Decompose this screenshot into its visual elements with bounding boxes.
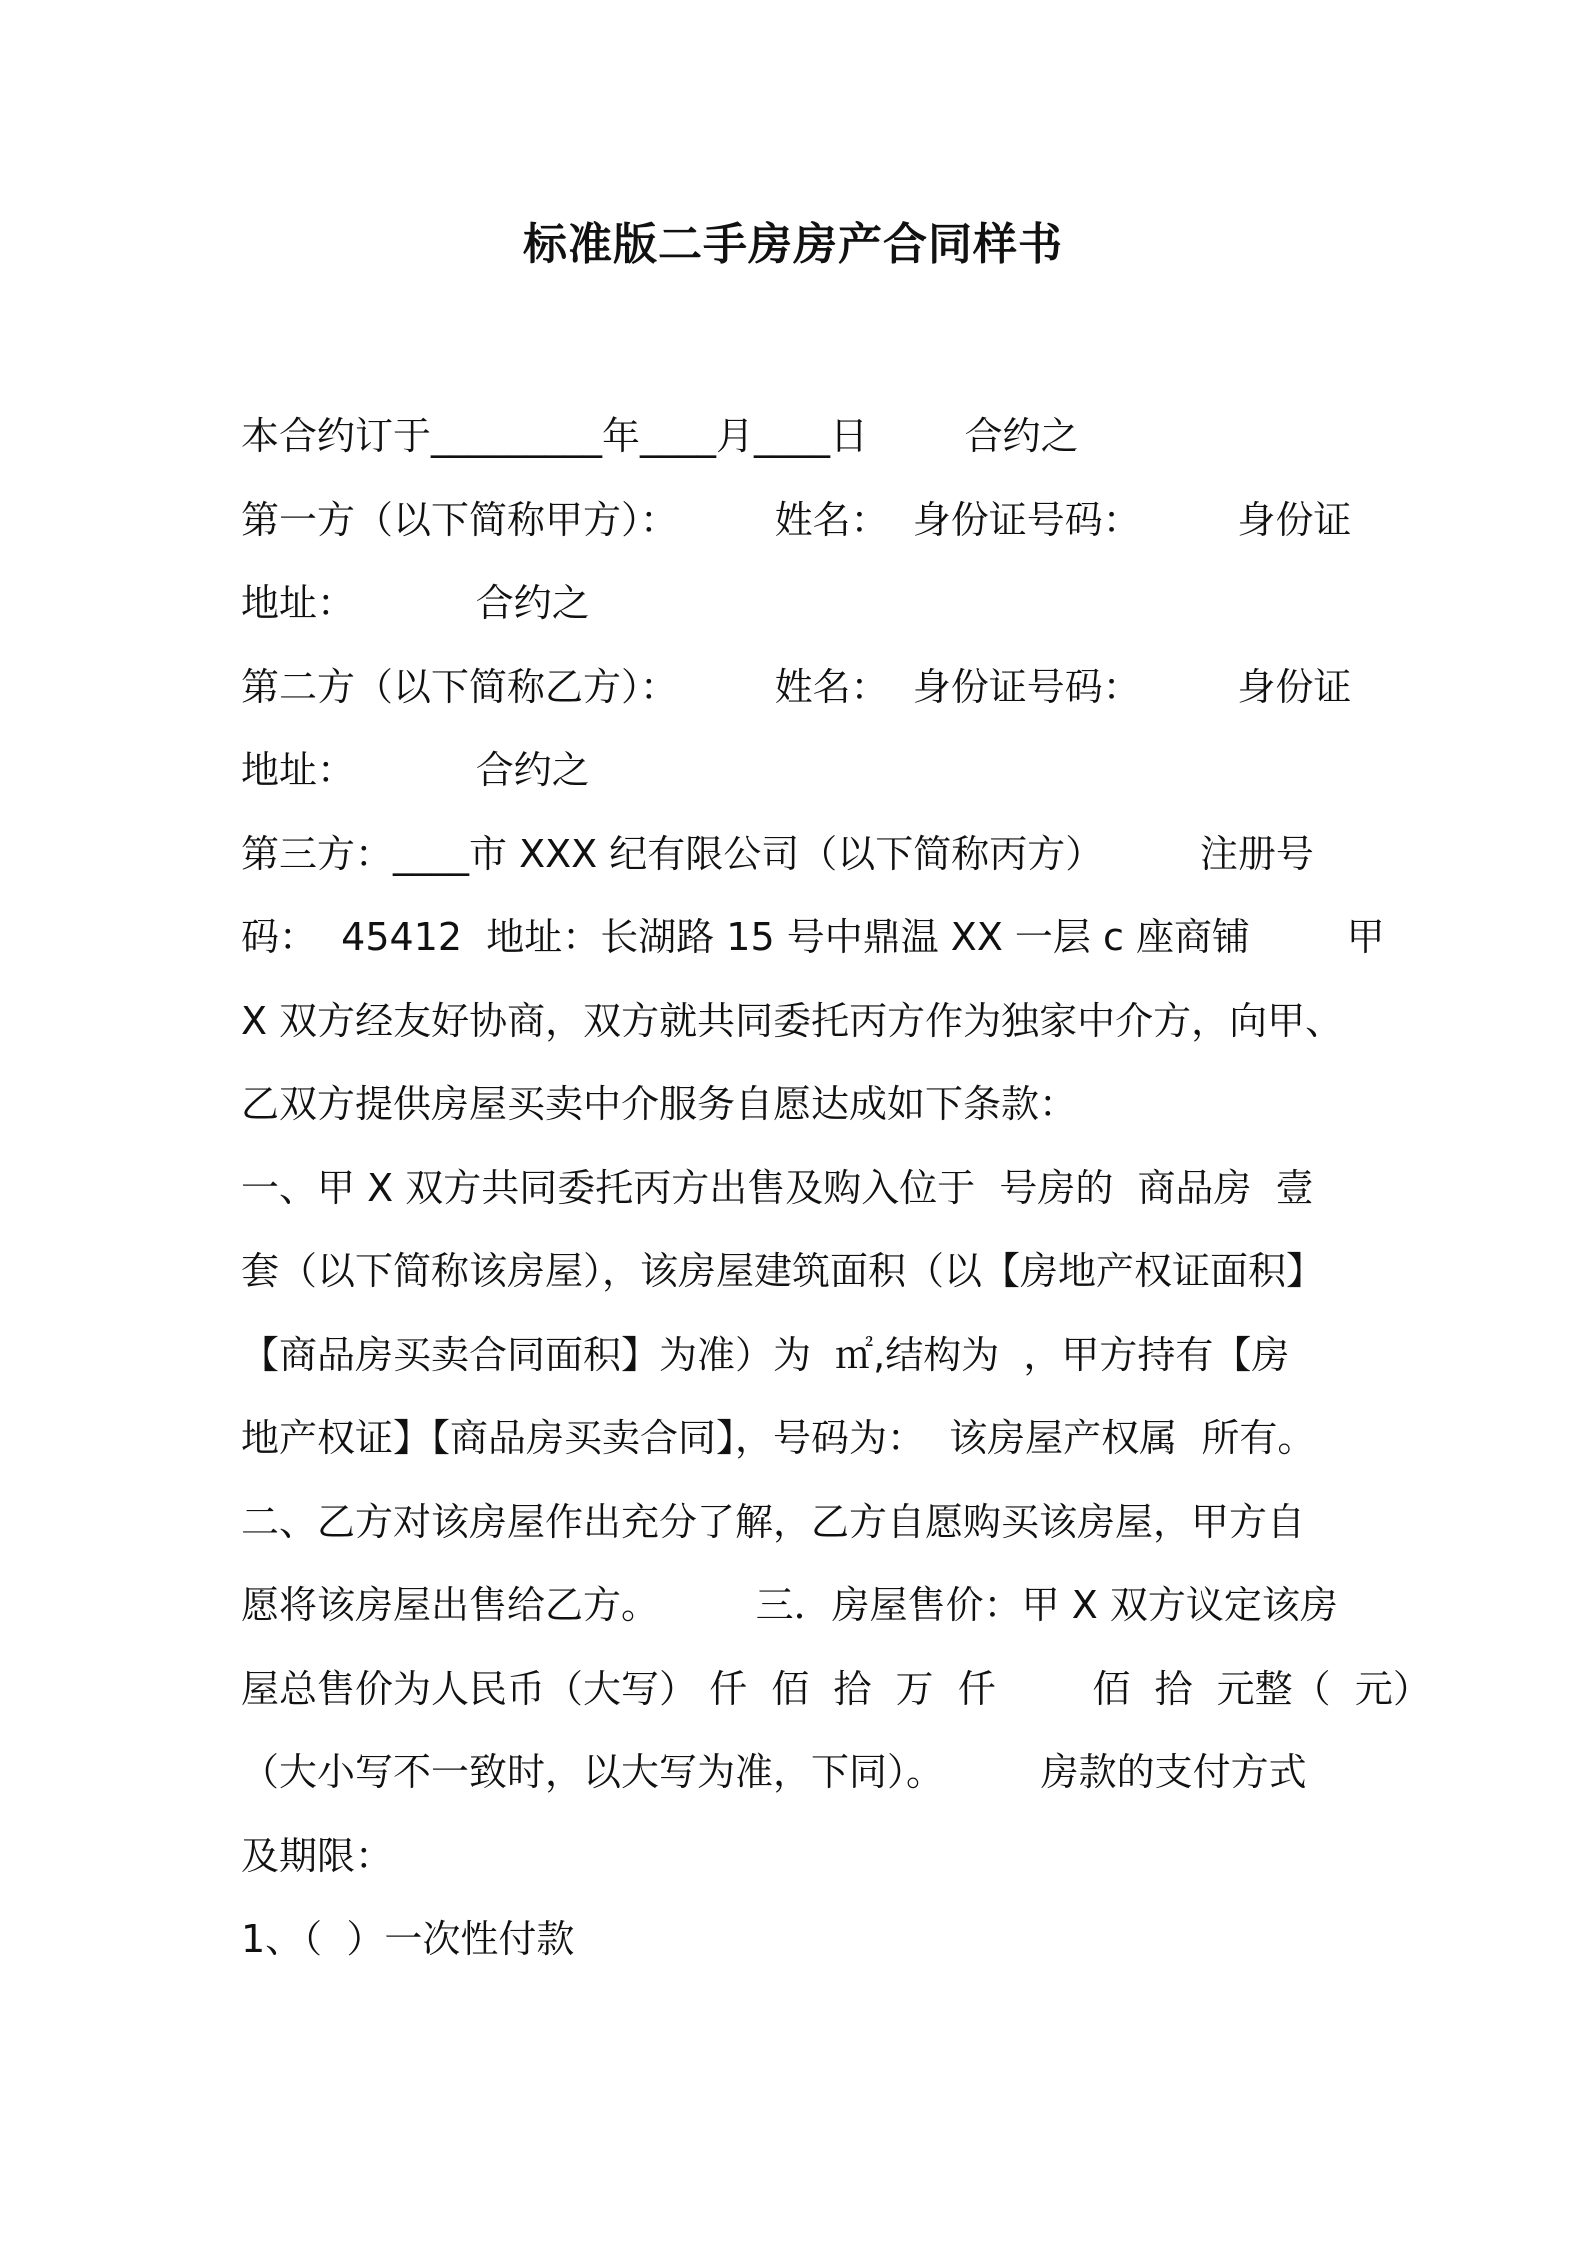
document-title: 标准版二手房房产合同样书 (523, 219, 1063, 270)
contract-line-clause-3c: 及期限： (241, 1833, 394, 1878)
contract-line-party-c: 第三方：____市 XXX 纪有限公司（以下简称丙方） 注册号 (241, 831, 1314, 876)
contract-line-clause-1a: 一、甲 X 双方共同委托丙方出售及购入位于 号房的 商品房 壹 (241, 1165, 1314, 1210)
contract-line-payment-option-1: 1、（ ）一次性付款 (241, 1917, 575, 1961)
contract-line-preamble-2: 乙双方提供房屋买卖中介服务自愿达成如下条款： (241, 1082, 1078, 1126)
contract-line-clause-3b: （大小写不一致时，以大写为准，下同）。 房款的支付方式 (241, 1750, 1307, 1794)
contract-line-clause-2b: 愿将该房屋出售给乙方。 三．房屋售价：甲 X 双方议定该房 (241, 1583, 1338, 1627)
contract-line-preamble-1: X 双方经友好协商，双方就共同委托丙方作为独家中介方，向甲、 (241, 998, 1344, 1043)
contract-body (241, 406, 1431, 1993)
contract-line-clause-1d: 地产权证】【商品房买卖合同】，号码为： 该房屋产权属 所有。 (241, 1416, 1316, 1460)
contract-line-clause-1b: 套（以下简称该房屋），该房屋建筑面积（以【房地产权证面积】 (241, 1249, 1325, 1293)
contract-line-party-c-registration: 码： 45412 地址：长湖路 15 号中鼎温 XX 一层 c 座商铺 甲 (241, 915, 1385, 959)
contract-line-clause-3a: 屋总售价为人民币（大写） 仟 佰 拾 万 仟 佰 拾 元整（ 元） (241, 1666, 1431, 1711)
contract-line-clause-2a: 二、乙方对该房屋作出充分了解，乙方自愿购买该房屋，甲方自 (241, 1499, 1306, 1544)
contract-line-party-a: 第一方（以下简称甲方）： 姓名： 身份证号码： 身份证 (241, 497, 1352, 542)
contract-line-party-b: 第二方（以下简称乙方）： 姓名： 身份证号码： 身份证 (241, 664, 1352, 709)
contract-line-party-a-address: 地址： 合约之 (241, 581, 590, 625)
contract-line-party-b-address: 地址： 合约之 (241, 748, 590, 792)
contract-line-clause-1c: 【商品房买卖合同面积】为准）为 ㎡,结构为 ，甲方持有【房 (241, 1332, 1290, 1377)
contract-line-date: 本合约订于_________年____月____日 合约之 (241, 414, 1079, 458)
